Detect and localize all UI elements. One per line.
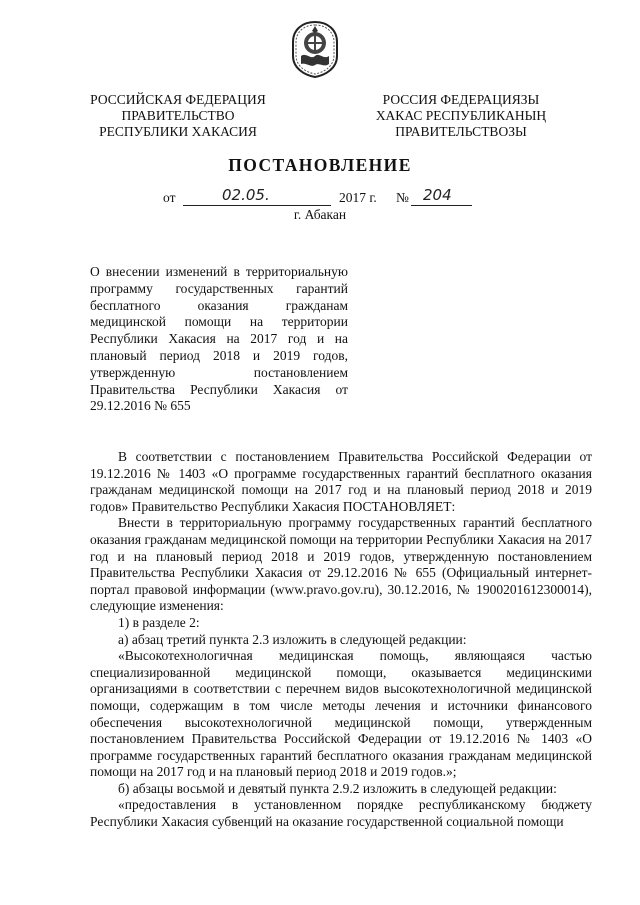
handwritten-number: 204: [423, 186, 452, 204]
paragraph: Внести в территориальную программу государственных гарантий бесплатного оказания гражданам медицинской помощи на территории Республики Хакасия на 2017 год и на плановый период 2018 и 2019 годов, утвержденную постановлением Правительства Республики Хакасия от 29.12.2016 № 655 (Официальный интернет-портал правовой информации (www.pravo.gov.ru), 30.12.2016, № 1900201612300014), следующие изменения:: [90, 515, 592, 614]
city-label: г. Абакан: [293, 207, 347, 222]
header-left-line-2: ПРАВИТЕЛЬСТВО: [121, 108, 235, 123]
from-label: от: [163, 190, 176, 205]
header-right-line-1: РОССИЯ ФЕДЕРАЦИЯЗЫ: [382, 92, 540, 107]
header-left-line-1: РОССИЙСКАЯ ФЕДЕРАЦИЯ: [90, 92, 266, 107]
paragraph: «предоставления в установленном порядке республиканскому бюджету Республики Хакасия субвенций на оказание государственной социальной помощи: [90, 797, 592, 830]
handwritten-date: 02.05.: [222, 186, 270, 204]
paragraph: а) абзац третий пункта 2.3 изложить в следующей редакции:: [118, 631, 467, 647]
header-right-line-3: ПРАВИТЕЛЬСТВОЗЫ: [395, 124, 527, 139]
date-number-line: [0, 188, 640, 208]
document-body: [90, 449, 592, 831]
header-right-line-2: ХАКАС РЕСПУБЛИКАНЫҢ: [375, 108, 547, 123]
coat-of-arms-icon: [290, 20, 340, 78]
header-left-line-3: РЕСПУБЛИКИ ХАКАСИЯ: [99, 124, 257, 139]
number-underline: [411, 205, 472, 206]
header-left: [88, 92, 268, 140]
year-label: 2017 г.: [339, 190, 377, 205]
header-right: [366, 92, 556, 140]
paragraph: 1) в разделе 2:: [118, 614, 200, 630]
paragraph: «Высокотехнологичная медицинская помощь, являющаяся частью специализированной медицинской помощи, оказывается медицинскими организациями в соответствии с перечнем видов высокотехнологичной медицинской помощи, содержащим в том числе методы лечения и источники финансового обеспечения высокотехнологичной медицинской помощи, утвержденным постановлением Правительства Российской Федерации от 19.12.2016 № 1403 «О программе государственных гарантий бесплатного оказания гражданам медицинской помощи на 2017 год и на плановый период 2018 и 2019 годов.»;: [90, 648, 592, 780]
subject-block: О внесении изменений в территориальную программу государственных гарантий бесплатного оказания гражданам медицинской помощи на территории Республики Хакасия на 2017 год и на плановый период 2018 и 2019 годов, утвержденную постановлением Правительства Республики Хакасия от 29.12.2016 № 655: [90, 264, 348, 414]
paragraph: В соответствии с постановлением Правительства Российской Федерации от 19.12.2016 № 1403 «О программе государственных гарантий бесплатного оказания гражданам медицинской помощи на 2017 год и на плановый период 2018 и 2019 годов» Правительство Республики Хакасия ПОСТАНОВЛЯЕТ:: [90, 449, 592, 514]
number-sign: №: [396, 190, 409, 205]
document-title: ПОСТАНОВЛЕНИЕ: [228, 155, 412, 175]
date-underline: [183, 205, 331, 206]
paragraph: б) абзацы восьмой и девятый пункта 2.9.2 изложить в следующей редакции:: [118, 780, 557, 796]
